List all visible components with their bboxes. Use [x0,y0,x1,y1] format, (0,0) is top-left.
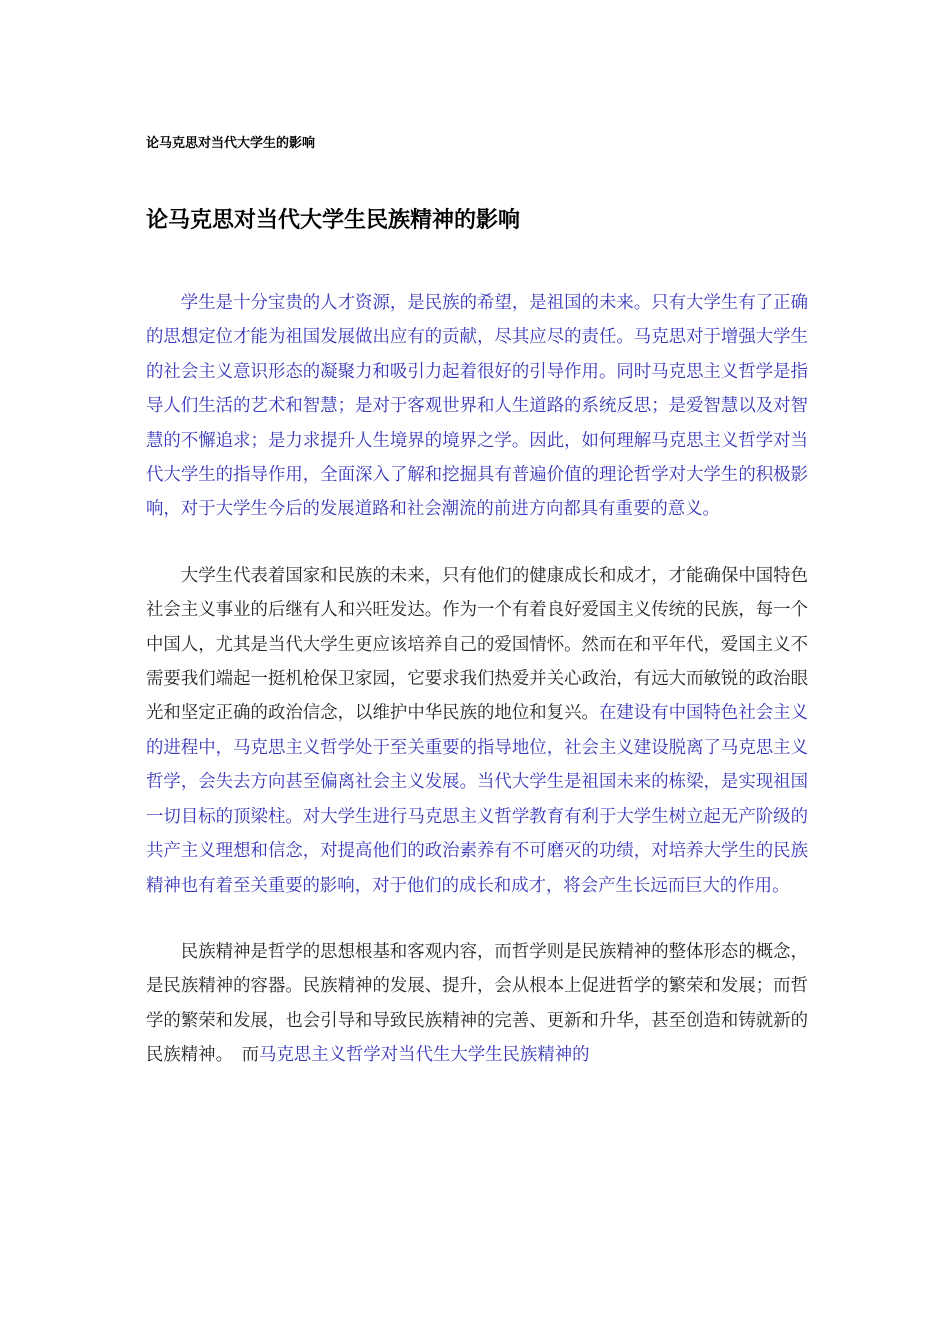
paragraph-2 [146,559,808,903]
document-body [146,286,808,1073]
paragraph-3-text-a: 民族精神是哲学的思想根基和客观内容，而哲学则是民族精神的整体形态的概念，是民族精神的容器。民族精神的发展、提升，会从根本上促进哲学的繁荣和发展；而哲学的繁荣和发展，也会引导和导致民族精神的完善、更新和升华，甚至创造和铸就新的民族精神。 而 [146,941,808,1066]
running-header-title: 论马克思对当代大学生的影响 [146,136,316,151]
paragraph-3-text-b: 马克思主义哲学对当代生大学生民族精神的 [259,1045,590,1066]
paragraph-2-text-a: 大学生代表着国家和民族的未来，只有他们的健康成长和成才，才能确保中国特色社会主义事业的后继有人和兴旺发达。作为一个有着良好爱国主义传统的民族，每一个中国人，尤其是当代大学生更应该培养自己的爱国情怀。然而在和平年代，爱国主义不需要我们端起一挺机枪保卫家园，它要求我们热爱并关心政治，有远大而敏锐的政治眼光和坚定正确的政治信念，以维护中华民族的地位和复兴。 [146,565,808,724]
paragraph-2-text-b: 在建设有中国特色社会主义的进程中，马克思主义哲学处于至关重要的指导地位，社会主义建设脱离了马克思主义哲学，会失去方向甚至偏离社会主义发展。当代大学生是祖国未来的栋梁，是实现祖国一切目标的顶梁柱。对大学生进行马克思主义哲学教育有利于大学生树立起无产阶级的共产主义理想和信念，对提高他们的政治素养有不可磨灭的功绩，对培养大学生的民族精神也有着至关重要的影响，对于他们的成长和成才，将会产生长远而巨大的作用。 [146,703,808,896]
paragraph-1 [146,286,808,527]
paragraph-1-text: 学生是十分宝贵的人才资源，是民族的希望，是祖国的未来。只有大学生有了正确的思想定位才能为祖国发展做出应有的贡献，尽其应尽的责任。马克思对于增强大学生的社会主义意识形态的凝聚力和吸引力起着很好的引导作用。同时马克思主义哲学是指导人们生活的艺术和智慧；是对于客观世界和人生道路的系统反思；是爱智慧以及对智慧的不懈追求；是力求提升人生境界的境界之学。因此，如何理解马克思主义哲学对当代大学生的指导作用，全面深入了解和挖掘具有普遍价值的理论哲学对大学生的积极影响，对于大学生今后的发展道路和社会潮流的前进方向都具有重要的意义。 [146,293,808,520]
paragraph-3 [146,935,808,1073]
document-title: 论马克思对当代大学生民族精神的影响 [146,208,521,233]
